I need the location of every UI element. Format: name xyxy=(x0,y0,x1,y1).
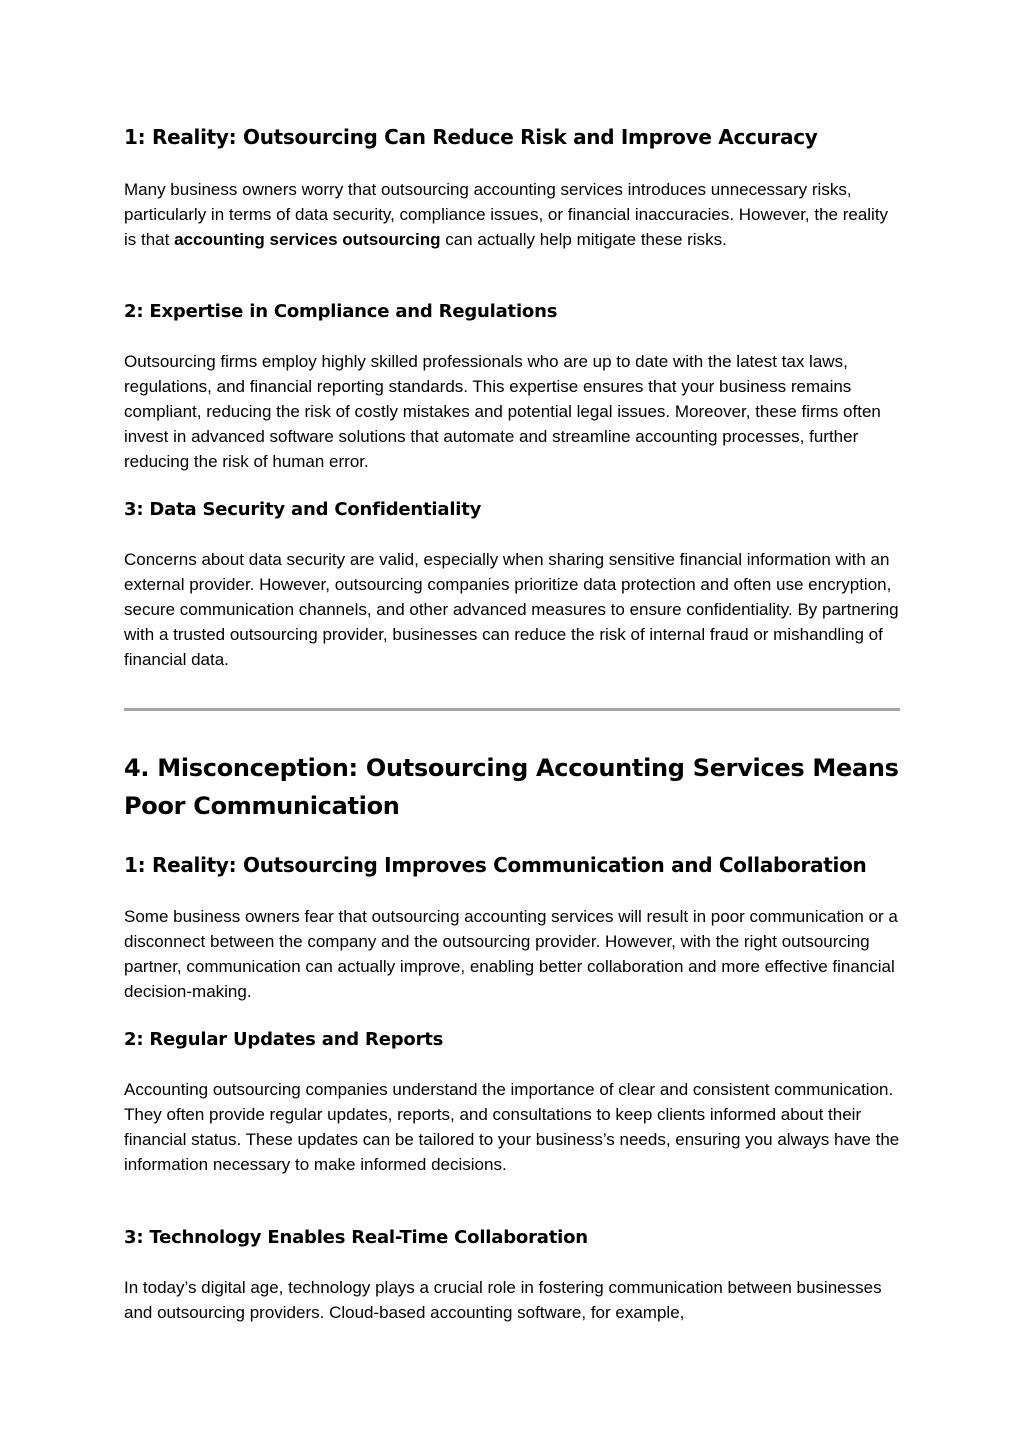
horizontal-divider xyxy=(124,708,900,711)
paragraph-technology-collaboration: In today’s digital age, technology plays a crucial role in fostering communication between businesses and outsourcing providers. Cloud-based accounting software, for example, xyxy=(124,1278,882,1322)
heading-reality-communication: 1: Reality: Outsourcing Improves Communication and Collaboration xyxy=(124,853,867,877)
heading-expertise-compliance: 2: Expertise in Compliance and Regulations xyxy=(124,301,558,322)
paragraph-regular-updates: Accounting outsourcing companies understand the importance of clear and consistent communication. They often provide regular updates, reports, and consultations to keep clients informed about their financial status. These updates can be tailored to your business’s needs, ensuring you always have the information necessary to make informed decisions. xyxy=(124,1080,900,1174)
paragraph-reality-communication: Some business owners fear that outsourcing accounting services will result in poor communication or a disconnect between the company and the outsourcing provider. However, with the right outsourcing partner, communication can actually improve, enabling better collaboration and more effective financial decision-making. xyxy=(124,907,898,1001)
paragraph-reality-reduce-risk xyxy=(124,177,900,252)
bold-keyword: accounting services outsourcing xyxy=(174,230,441,249)
paragraph-text: can actually help mitigate these risks. xyxy=(440,230,727,249)
heading-regular-updates: 2: Regular Updates and Reports xyxy=(124,1029,444,1050)
heading-reality-reduce-risk: 1: Reality: Outsourcing Can Reduce Risk and Improve Accuracy xyxy=(124,125,818,149)
heading-technology-collaboration: 3: Technology Enables Real-Time Collaboration xyxy=(124,1227,588,1248)
paragraph-data-security: Concerns about data security are valid, especially when sharing sensitive financial information with an external provider. However, outsourcing companies prioritize data protection and often use encryption, secure communication channels, and other advanced measures to ensure confidentiality. By partnering with a trusted outsourcing provider, businesses can reduce the risk of internal fraud or mishandling of financial data. xyxy=(124,550,899,669)
paragraph-text: Many business owners worry that outsourcing accounting services introduces unnecessary risks, particularly in terms of data security, compliance issues, or financial inaccuracies. However, the reality is that xyxy=(124,180,889,249)
paragraph-expertise-compliance: Outsourcing firms employ highly skilled professionals who are up to date with the latest tax laws, regulations, and financial reporting standards. This expertise ensures that your business remains compliant, reducing the risk of costly mistakes and potential legal issues. Moreover, these firms often invest in advanced software solutions that automate and streamline accounting processes, further reducing the risk of human error. xyxy=(124,352,881,471)
section-title-misconception-communication: 4. Misconception: Outsourcing Accounting Services Means Poor Communication xyxy=(124,754,899,820)
heading-data-security: 3: Data Security and Confidentiality xyxy=(124,499,482,520)
